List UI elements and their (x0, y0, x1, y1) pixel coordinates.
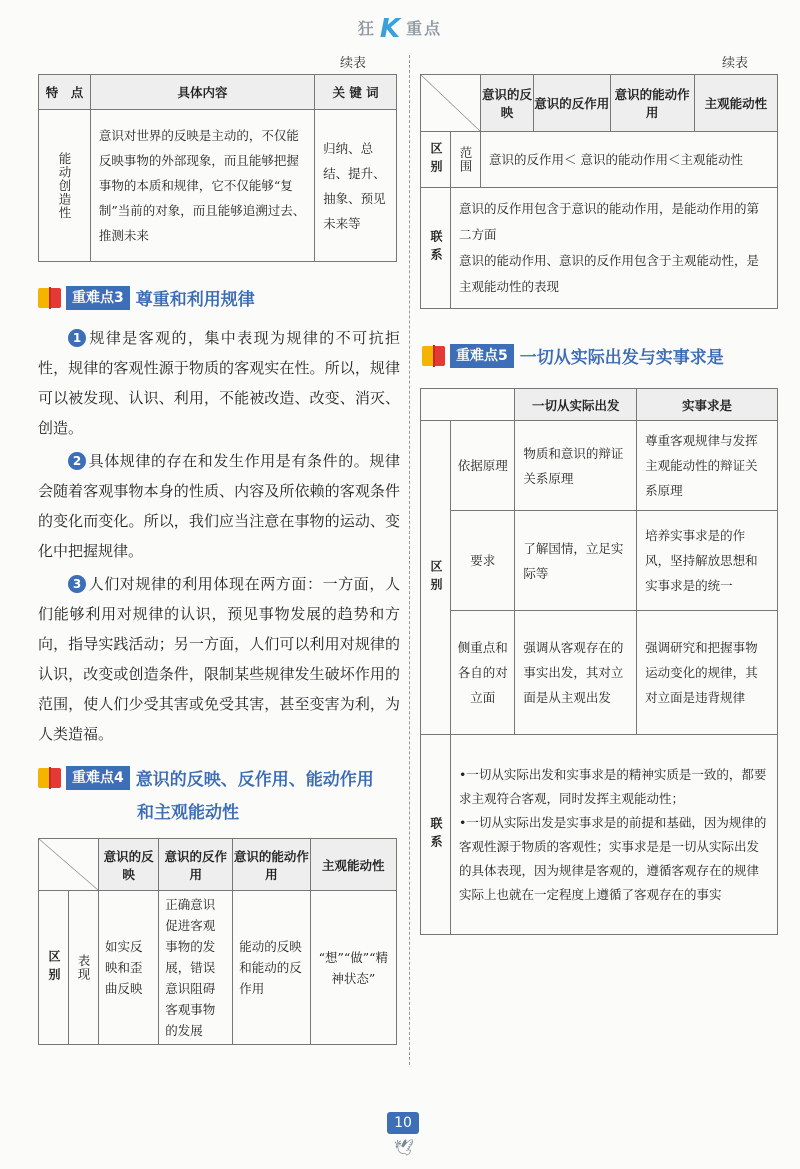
row-group-difference: 区别 (421, 421, 451, 735)
section-3-header (38, 285, 255, 310)
diagonal-cell (39, 839, 99, 891)
features-table (38, 74, 397, 262)
book-icon (38, 287, 62, 309)
paragraph-1 (38, 323, 400, 443)
section-4-title-line2: 和主观能动性 (137, 803, 239, 823)
col-header-from-reality: 一切从实际出发 (515, 389, 637, 421)
paragraph-2 (38, 446, 400, 566)
page-number: 10 (387, 1112, 419, 1134)
number-badge: 3 (68, 575, 86, 593)
link-content (451, 188, 778, 309)
section-4-title: 意识的反映、反作用、能动作用 (135, 770, 374, 790)
section-3-title: 尊重和利用规律 (135, 290, 255, 310)
row-label-manifestation: 表现 (69, 891, 99, 1045)
section-3-body (38, 323, 400, 749)
col-header-keywords: 关 键 词 (315, 75, 397, 110)
paragraph-3 (38, 569, 400, 749)
continued-label-left: 续表 (340, 56, 367, 71)
practice-table (420, 388, 778, 935)
blank-corner (421, 389, 515, 421)
link-line-2: 意识的能动作用、意识的反作用包含于主观能动性，是主观能动性的表现 (459, 253, 760, 294)
paragraph-3-text: 人们对规律的利用体现在两方面：一方面，人们能够利用对规律的认识，预见事物发展的趋势和方向，指导实践活动；另一方面，人们可以利用对规律的认识，改变或创造条件，限制某些规律发生破坏作用的范围，使人们少受其害或免受其害，甚至变害为利，为人类造福。 (38, 575, 400, 743)
requirement-seek-truth: 培养实事求是的作风，坚持解放思想和实事求是的统一 (637, 511, 778, 611)
number-badge: 2 (68, 452, 86, 470)
link-line-1: 意识的反作用包含于意识的能动作用，是能动作用的第二方面 (459, 201, 760, 242)
cell-subjective-initiative: “想”“做”“精神状态” (310, 891, 396, 1045)
feature-keywords: 归纳、总结、提升、抽象、预见未来等 (315, 110, 397, 262)
section-4-tag: 重难点4 (66, 766, 130, 790)
consciousness-table-left (38, 838, 397, 1045)
principle-seek-truth: 尊重客观规律与发挥主观能动性的辩证关系原理 (637, 421, 778, 511)
cell-reflection: 如实反映和歪曲反映 (99, 891, 159, 1045)
principle-from-reality: 物质和意识的辩证关系原理 (515, 421, 637, 511)
header-left: 狂 (357, 19, 376, 38)
continued-label-right: 续表 (722, 56, 749, 71)
section-5-header (422, 343, 724, 368)
paragraph-1-text: 规律是客观的，集中表现为规律的不可抗拒性，规律的客观性源于物质的客观实在性。所以，规律可以被发现、认识、利用，不能被改造、改变、消灭、创造。 (38, 329, 400, 437)
bird-icon: 🕊 (394, 1138, 415, 1157)
feature-name: 能动创造性 (39, 110, 91, 262)
col-header-active-role: 意识的能动作用 (610, 75, 694, 132)
emphasis-from-reality: 强调从客观存在的事实出发，其对立面是从主观出发 (515, 611, 637, 735)
row-group-link: 联系 (421, 188, 451, 309)
paragraph-2-text: 具体规律的存在和发生作用是有条件的。规律会随着客观事物本身的性质、内容及所依赖的客观条件的变化而变化。所以，我们应当注意在事物的运动、变化中把握规律。 (38, 452, 400, 560)
diagonal-cell (421, 75, 481, 132)
header-k-logo: K (379, 14, 403, 44)
col-header-reflection: 意识的反映 (481, 75, 534, 132)
link-item-2: •一切从实际出发是实事求是的前提和基础，因为规律的客观性源于物质的客观性；实事求是是一切从实际出发的具体表现，因为规律是客观的，遵循客观存在的规律实际上也就在一定程度上遵循了客观存在的事实 (459, 814, 767, 902)
section-5-title: 一切从实际出发与实事求是 (519, 348, 724, 368)
row-label-emphasis: 侧重点和各自的对立面 (451, 611, 515, 735)
col-header-feature: 特 点 (39, 75, 91, 110)
col-header-active-role: 意识的能动作用 (233, 839, 310, 891)
section-3-tag: 重难点3 (66, 286, 130, 310)
column-divider (409, 55, 410, 1065)
scope-comparison: 意识的反作用＜ 意识的能动作用＜主观能动性 (481, 132, 778, 188)
section-5-tag: 重难点5 (450, 344, 514, 368)
link-content (451, 735, 778, 935)
link-item-1: •一切从实际出发和实事求是的精神实质是一致的，都要求主观符合客观，同时发挥主观能动性； (459, 766, 767, 806)
consciousness-table-right (420, 74, 778, 309)
col-header-reaction: 意识的反作用 (533, 75, 610, 132)
row-label-requirement: 要求 (451, 511, 515, 611)
col-header-reflection: 意识的反映 (99, 839, 159, 891)
cell-active-role: 能动的反映和能动的反作用 (233, 891, 310, 1045)
cell-reaction: 正确意识促进客观事物的发展，错误意识阻碍客观事物的发展 (159, 891, 233, 1045)
section-4-header (38, 765, 374, 790)
emphasis-seek-truth: 强调研究和把握事物运动变化的规律，其对立面是违背规律 (637, 611, 778, 735)
col-header-subjective-initiative: 主观能动性 (694, 75, 777, 132)
row-label-scope: 范围 (451, 132, 481, 188)
feature-content: 意识对世界的反映是主动的，不仅能反映事物的外部现象，而且能够把握事物的本质和规律，它不仅能够“复制”当前的对象，而且能够追溯过去、推测未来 (90, 110, 314, 262)
number-badge: 1 (68, 329, 86, 347)
col-header-reaction: 意识的反作用 (159, 839, 233, 891)
requirement-from-reality: 了解国情，立足实际等 (515, 511, 637, 611)
book-icon (422, 345, 446, 367)
page-header (0, 14, 800, 44)
row-label-principle: 依据原理 (451, 421, 515, 511)
row-group-difference: 区别 (421, 132, 451, 188)
header-right: 重点 (406, 19, 443, 38)
row-group-link: 联系 (421, 735, 451, 935)
col-header-seek-truth: 实事求是 (637, 389, 778, 421)
col-header-subjective-initiative: 主观能动性 (310, 839, 396, 891)
book-icon (38, 767, 62, 789)
col-header-content: 具体内容 (90, 75, 314, 110)
row-group-difference: 区别 (39, 891, 69, 1045)
